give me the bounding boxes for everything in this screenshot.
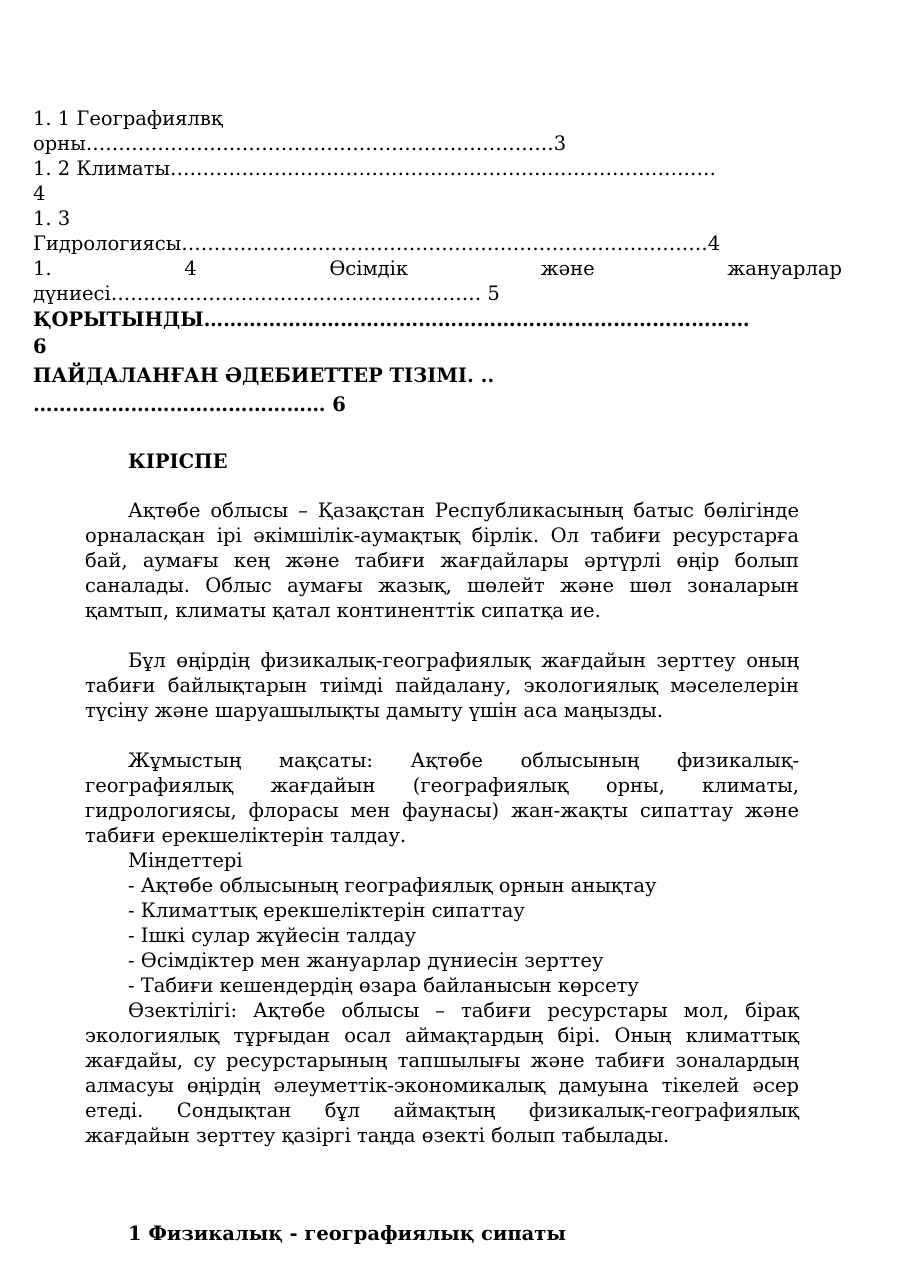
toc-item-4-part: Өсімдік	[329, 257, 409, 280]
task-item: - Өсімдіктер мен жануарлар дүниесін зерттеу	[128, 949, 604, 972]
toc-item-3-line2: Гидрологиясы………………………………………………………………………4	[33, 232, 721, 255]
toc-item-4-part: 1.	[33, 257, 52, 280]
toc-item-1-line2: орны………………………………………………………………3	[33, 132, 567, 155]
toc-item-4-part: және	[540, 257, 595, 280]
toc-item-4-line2: дүниесі………………………………………………… 5	[33, 282, 500, 305]
intro-heading: КІРІСПЕ	[128, 450, 228, 473]
toc-item-2-line1: 1. 2 Климаты…………………………………………………………………………	[33, 157, 716, 180]
toc-item-2-line2: 4	[33, 182, 46, 205]
toc-item-4-line1	[33, 256, 842, 281]
section-1-heading: 1 Физикалық - географиялық сипаты	[128, 1222, 566, 1245]
intro-paragraph-relevance: Өзектілігі: Ақтөбе облысы – табиғи ресурстары мол, бірақ экологиялық тұрғыдан осал аймақтардың бірі. Оның климаттық жағдайы, су ресурстарының тапшылығы және табиғи зоналардың алмасуы өңірдің әлеуметтік-экономикалық дамуына тікелей әсер етеді. Сондықтан бұл аймақтың физикалық-географиялық жағдайын зерттеу қазіргі таңда өзекті болып табылады.	[85, 999, 799, 1147]
intro-paragraph-goal: Жұмыстың мақсаты: Ақтөбе облысының физикалық-географиялық жағдайын (географиялық орны, климаты, гидрологиясы, флорасы мен фаунасы) жан-жақты сипаттау және табиғи ерекшеліктерін талдау.	[85, 749, 799, 847]
toc-references-line1: ПАЙДАЛАНҒАН ӘДЕБИЕТТЕР ТІЗІМІ. ..	[33, 364, 495, 387]
toc-item-1-line1: 1. 1 Географиялвқ	[33, 107, 223, 130]
task-item: - Табиғи кешендердің өзара байланысын көрсету	[128, 974, 639, 997]
toc-references-line2: ……………………………………… 6	[33, 393, 346, 416]
intro-paragraph-2: Бұл өңірдің физикалық-географиялық жағдайын зерттеу оның табиғи байлықтарын тиімді пайдалану, экологиялық мәселелерін түсіну және шаруашылықты дамыту үшін аса маңызды.	[85, 649, 799, 722]
toc-item-3-line1: 1. 3	[33, 207, 71, 230]
task-item: - Климаттық ерекшеліктерін сипаттау	[128, 899, 525, 922]
task-item: - Ақтөбе облысының географиялық орнын анықтау	[128, 874, 657, 897]
tasks-title: Міндеттері	[128, 849, 243, 872]
toc-item-4-part: 4	[184, 257, 197, 280]
intro-paragraph-1: Ақтөбе облысы – Қазақстан Республикасының батыс бөлігінде орналасқан ірі әкімшілік-аумақтық бірлік. Ол табиғи ресурстарға бай, аумағы кең және табиғи жағдайлары әртүрлі өңір болып саналады. Облыс аумағы жазық, шөлейт және шөл зоналарын қамтып, климаты қатал континенттік сипатқа ие.	[85, 499, 799, 622]
toc-conclusion-line1: ҚОРЫТЫНДЫ…………………………………………………………………………	[33, 308, 750, 331]
toc-item-4-part: жануарлар	[727, 257, 842, 280]
toc-conclusion-line2: 6	[33, 335, 47, 358]
task-item: - Ішкі сулар жүйесін талдау	[128, 924, 417, 947]
